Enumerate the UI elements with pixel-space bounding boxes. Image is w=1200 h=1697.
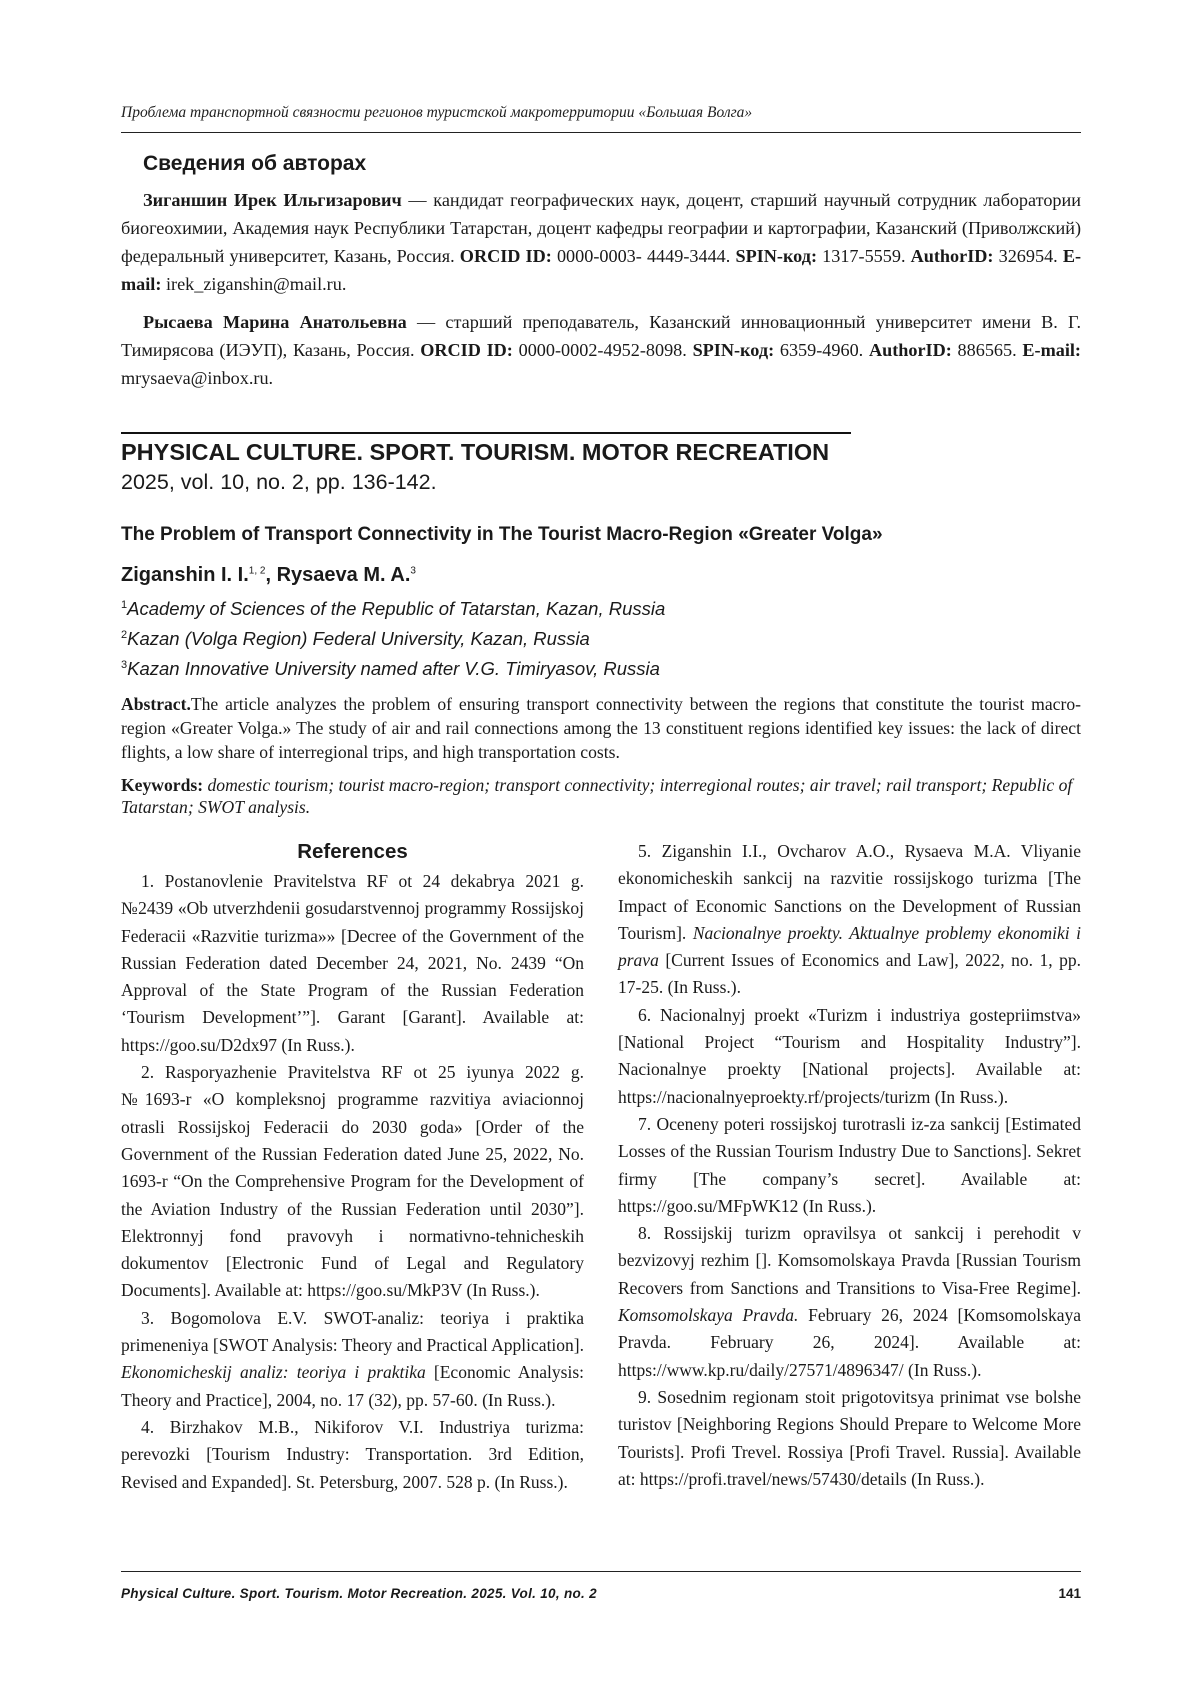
author-name: Ziganshin I. I. xyxy=(121,564,249,586)
abstract-text: The article analyzes the problem of ensuring transport connectivity between the regions that constitute the tourist macro-region «Greater Volga.» The study of air and rail connections among the 13 constituent regions identified key issues: the lack of direct flights, a low share of interregional trips, and high transportation costs. xyxy=(121,694,1081,762)
reference-text: [Economic Analysis: Theory and Practice], 2004, no. 17 (32), pp. 57-60. (In Russ.). xyxy=(121,1362,584,1410)
reference-text: 5. Ziganshin I.I., Ovcharov A.O., Rysaeva M.A. Vliyanie ekonomicheskih sankcij na razvitie rossijskogo turizma [The Impact of Economic Sanctions on the Development of Russian Tourism]. xyxy=(618,841,1081,943)
abstract-label: Abstract. xyxy=(121,694,191,714)
footer-divider xyxy=(121,1571,1081,1572)
reference-source: Komsomolskaya Pravda. xyxy=(618,1305,799,1326)
reference-item: 9. Sosednim regionam stoit prigotovitsya prinimat vse bolshe turistov [Neighboring Regions Should Prepare to Welcome More Tourists]. Profi Trevel. Rossiya [Profi Travel. Russia]. Available at: https://profi.travel/news/57430/details (In Russ.). xyxy=(618,1386,1081,1489)
journal-title: PHYSICAL CULTURE. SPORT. TOURISM. MOTOR RECREATION xyxy=(121,439,830,465)
orcid-label: ORCID ID: xyxy=(420,340,513,360)
authors-info-heading: Сведения об авторах xyxy=(143,152,367,175)
affiliation-number: 2 xyxy=(121,629,128,642)
authors-info-section xyxy=(121,152,1081,402)
orcid-label: ORCID ID: xyxy=(459,246,552,266)
affiliation-text: Kazan Innovative University named after V.G. Timiryasov, Russia xyxy=(127,658,660,680)
spin-label: SPIN-код: xyxy=(692,340,775,360)
paper-title: The Problem of Transport Connectivity in The Tourist Macro-Region «Greater Volga» xyxy=(121,524,883,545)
spin-value: 6359-4960. xyxy=(774,340,864,360)
footer-journal: Physical Culture. Sport. Tourism. Motor Recreation. 2025. Vol. 10, no. 2 xyxy=(121,1586,597,1601)
orcid-value: 0000-0003- 4449-3444. xyxy=(551,246,731,266)
affiliation-number: 3 xyxy=(121,659,128,672)
reference-item: 2. Rasporyazhenie Pravitelstva RF ot 25 iyunya 2022 g. №1693-r «O kompleksnoj programme razvitiya aviacionnoj otrasli Rossijskoj Federacii do 2030 goda» [Order of the Government of the Russian Federation dated June 25, 2022, No. 1693-r “On the Comprehensive Program for the Development of the Aviation Industry of the Russian Federation until 2030”]. Elektronnyj fond pravovyh i normativno-tehnicheskih dokumentov [Electronic Fund of Legal and Regulatory Documents]. Available at: https://goo.su/MkP3V (In Russ.). xyxy=(121,1062,584,1301)
authorid-label: AuthorID: xyxy=(910,246,994,266)
affiliation-text: Academy of Sciences of the Republic of Tatarstan, Kazan, Russia xyxy=(127,598,666,620)
orcid-value: 0000-0002-4952-8098. xyxy=(512,340,693,360)
affiliation-item xyxy=(121,652,665,682)
reference-item xyxy=(618,838,1081,1002)
author-info-ziganshin xyxy=(121,186,1081,298)
keywords-text: domestic tourism; tourist macro-region; transport connectivity; interregional routes; air travel; rail transport; Republic of Tatarstan; SWOT analysis. xyxy=(121,775,1073,817)
reference-item: 7. Oceneny poteri rossijskoj turotrasli iz-za sankcij [Estimated Losses of the Russian Tourism Industry Due to Sanctions]. Sekret firmy [The company’s secret]. Available at: https://goo.su/MFpWK12 (In Russ.). xyxy=(618,1113,1081,1216)
email-label: E-mail: xyxy=(1022,340,1081,360)
page-number: 141 xyxy=(1058,1586,1081,1601)
reference-item xyxy=(618,1220,1081,1384)
author-info-rysaeva xyxy=(121,308,1081,392)
email-value: irek_ziganshin@mail.ru. xyxy=(161,274,347,294)
reference-source: Nacionalnye proekty. Aktualnye problemy ekonomiki i prava xyxy=(618,922,1081,971)
author-name: Rysaeva M. A. xyxy=(276,564,411,586)
keywords xyxy=(121,774,1081,818)
authorid-label: AuthorID: xyxy=(868,340,952,360)
reference-item: 4. Birzhakov M.B., Nikiforov V.I. Industriya turizma: perevozki [Tourism Industry: Transportation. 3rd Edition, Revised and Expanded]. St. Petersburg, 2007. 528 p. (In Russ.). xyxy=(121,1416,584,1492)
references-column-right xyxy=(618,838,1081,1493)
email-label: E-mail: xyxy=(121,246,1082,294)
journal-issue: 2025, vol. 10, no. 2, pp. 136-142. xyxy=(121,470,437,494)
reference-text: 3. Bogomolova E.V. SWOT-analiz: teoriya i praktika primeneniya [SWOT Analysis: Theory and Practical Application]. xyxy=(121,1307,584,1356)
author-separator: , xyxy=(265,564,277,586)
reference-text: [Current Issues of Economics and Law], 2022, no. 1, pp. 17-25. (In Russ.). xyxy=(618,950,1081,998)
journal-divider xyxy=(121,432,851,434)
spin-value: 1317-5559. xyxy=(817,246,911,266)
author-name: Зиганшин Ирек Ильгизарович xyxy=(143,190,402,210)
spin-label: SPIN-код: xyxy=(735,246,818,266)
email-value: mrysaeva@inbox.ru. xyxy=(121,368,274,388)
reference-text: 8. Rossijskij turizm opravilsya ot sankcij i perehodit v bezvizovyj rezhim []. Komsomolskaya Pravda [Russian Tourism Recovers from Sanctions and Transitions to Visa-Free Regime]. xyxy=(618,1223,1081,1298)
affiliation-item xyxy=(121,592,665,622)
journal-info xyxy=(121,436,1081,496)
reference-source: Ekonomicheskij analiz: teoriya i praktika xyxy=(121,1362,426,1383)
paper-authors xyxy=(121,564,416,587)
affiliations xyxy=(121,592,665,682)
affiliation-item xyxy=(121,622,665,652)
affiliation-text: Kazan (Volga Region) Federal University, Kazan, Russia xyxy=(127,628,590,650)
reference-item: 6. Nacionalnyj proekt «Turizm i industriya gostepriimstva» [National Project “Tourism and Hospitality Industry”]. Nacionalnye proekty [National projects]. Available at: https://nacionalnyeproekty.rf/projects/turizm (In Russ.). xyxy=(618,1004,1081,1107)
running-head: Проблема транспортной связности регионов туристской макротерритории «Большая Волга» xyxy=(121,104,753,121)
reference-text: February 26, 2024 [Komsomolskaya Pravda. February 26, 2024]. Available at: https://www.kp.ru/daily/27571/4896347/ (In Russ.). xyxy=(618,1305,1081,1380)
author-description: — кандидат географических наук, доцент, старший научный сотрудник лаборатории биогеохимии, Академия наук Республики Татарстан, доцент кафедры географии и картографии, Казанский (Приволжский) федеральный университет, Казань, Россия. xyxy=(121,190,1081,266)
authorid-value: 886565. xyxy=(951,340,1023,360)
author-name: Рысаева Марина Анатольевна xyxy=(143,312,407,332)
header-divider xyxy=(121,132,1081,133)
affiliation-marker: 1, 2 xyxy=(248,565,266,577)
authorid-value: 326954. xyxy=(993,246,1063,266)
affiliation-marker: 3 xyxy=(410,565,416,577)
references-column-left xyxy=(121,838,584,1496)
reference-item xyxy=(121,1305,584,1414)
reference-item: 1. Postanovlenie Pravitelstva RF ot 24 dekabrya 2021 g. №2439 «Ob utverzhdenii gosudarstvennoj programmy Rossijskoj Federacii «Razvitie turizma»» [Decree of the Government of the Russian Federation dated December 24, 2021, No. 2439 “On Approval of the State Program of the Russian Federation ‘Tourism Development’”]. Garant [Garant]. Available at: https://goo.su/D2dx97 (In Russ.). xyxy=(121,871,584,1055)
abstract xyxy=(121,692,1081,764)
affiliation-number: 1 xyxy=(121,599,128,611)
references-heading: References xyxy=(297,840,408,863)
keywords-label: Keywords: xyxy=(121,775,204,795)
author-description: — старший преподаватель, Казанский инновационный университет имени В. Г. Тимирясова (ИЭУП), Казань, Россия. xyxy=(121,312,1082,360)
